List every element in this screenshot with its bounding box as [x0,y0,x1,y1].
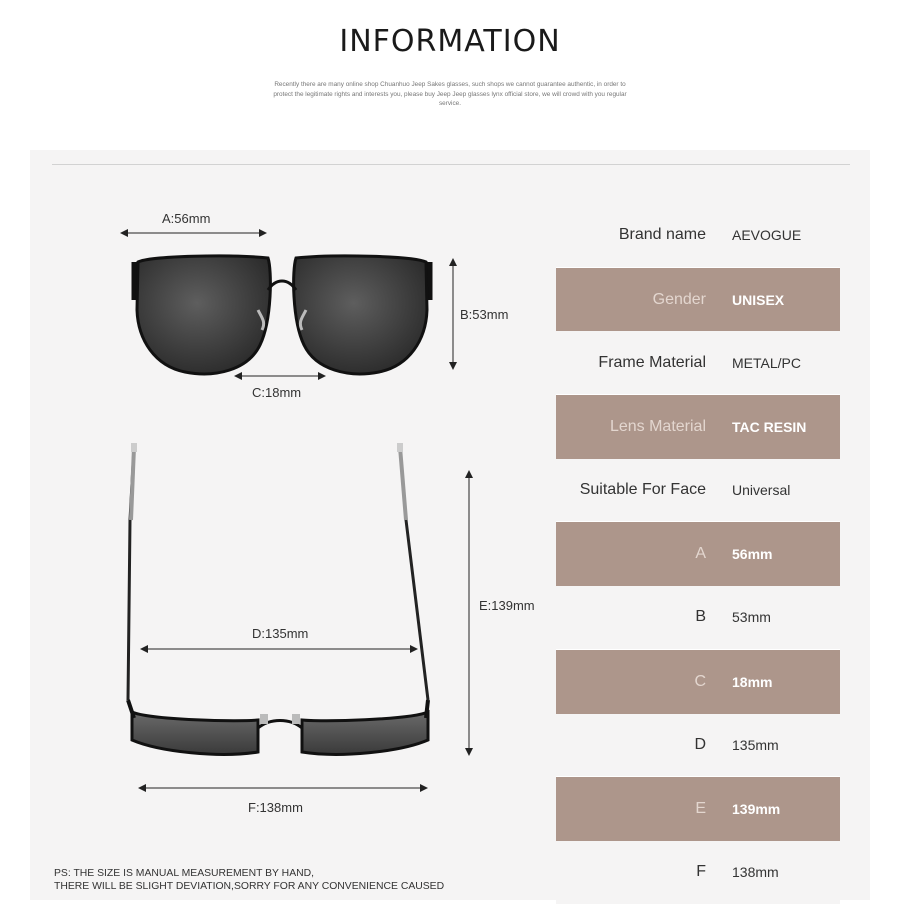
spec-key: F [696,863,706,881]
top-view-glasses [128,443,428,754]
spec-value: METAL/PC [732,354,801,371]
spec-value: AEVOGUE [732,227,802,244]
front-view-glasses [135,256,429,374]
dimension-d-label: D:135mm [252,626,309,641]
spec-key: Gender [652,290,706,308]
spec-key: E [695,800,706,818]
spec-key: Suitable For Face [579,481,706,499]
spec-key: C [694,672,706,690]
spec-value: 18mm [732,673,773,690]
spec-row [556,459,840,523]
spec-row [556,586,840,650]
spec-key: Frame Material [598,353,706,371]
spec-row [556,777,840,841]
spec-key: B [695,608,706,626]
dimension-f-label: F:138mm [248,800,303,815]
page-subtitle: Recently there are many online shop Chuanhuo Jeep Sakes glasses, such shops we cannot guarantee authentic, in order to protect the legitimate rights and interests you, please buy Jeep Jeep glasses lynx official store, we will crowd with you regular service. [273,81,627,107]
spec-value: 139mm [732,801,781,818]
spec-row [556,841,840,905]
spec-key: Brand name [618,226,706,244]
dimension-b-label: B:53mm [460,307,509,322]
spec-row [556,268,840,332]
spec-row [556,395,840,459]
spec-row [556,204,840,268]
page-title: INFORMATION [339,24,561,59]
spec-value: 135mm [732,736,779,753]
spec-value: UNISEX [732,291,785,308]
spec-value: Universal [732,482,791,499]
spec-value: 53mm [732,609,771,626]
spec-row [556,331,840,395]
spec-value: 56mm [732,546,773,563]
measurement-note-line-2: THERE WILL BE SLIGHT DEVIATION,SORRY FOR ANY CONVENIENCE CAUSED [54,881,445,892]
dimension-c-label: C:18mm [252,385,302,400]
spec-key: D [694,735,706,753]
spec-row [556,522,840,586]
dimension-a-label: A:56mm [162,211,211,226]
spec-table [556,204,840,905]
spec-key: Lens Material [609,417,706,435]
measurement-note-line-1: PS: THE SIZE IS MANUAL MEASUREMENT BY HAND, [54,868,315,879]
spec-row [556,714,840,778]
dimension-e-label: E:139mm [479,598,535,613]
measurement-note [54,867,444,893]
spec-value: 138mm [732,864,779,881]
spec-value: TAC RESIN [732,418,807,435]
spec-row [556,650,840,714]
spec-key: A [695,545,706,563]
